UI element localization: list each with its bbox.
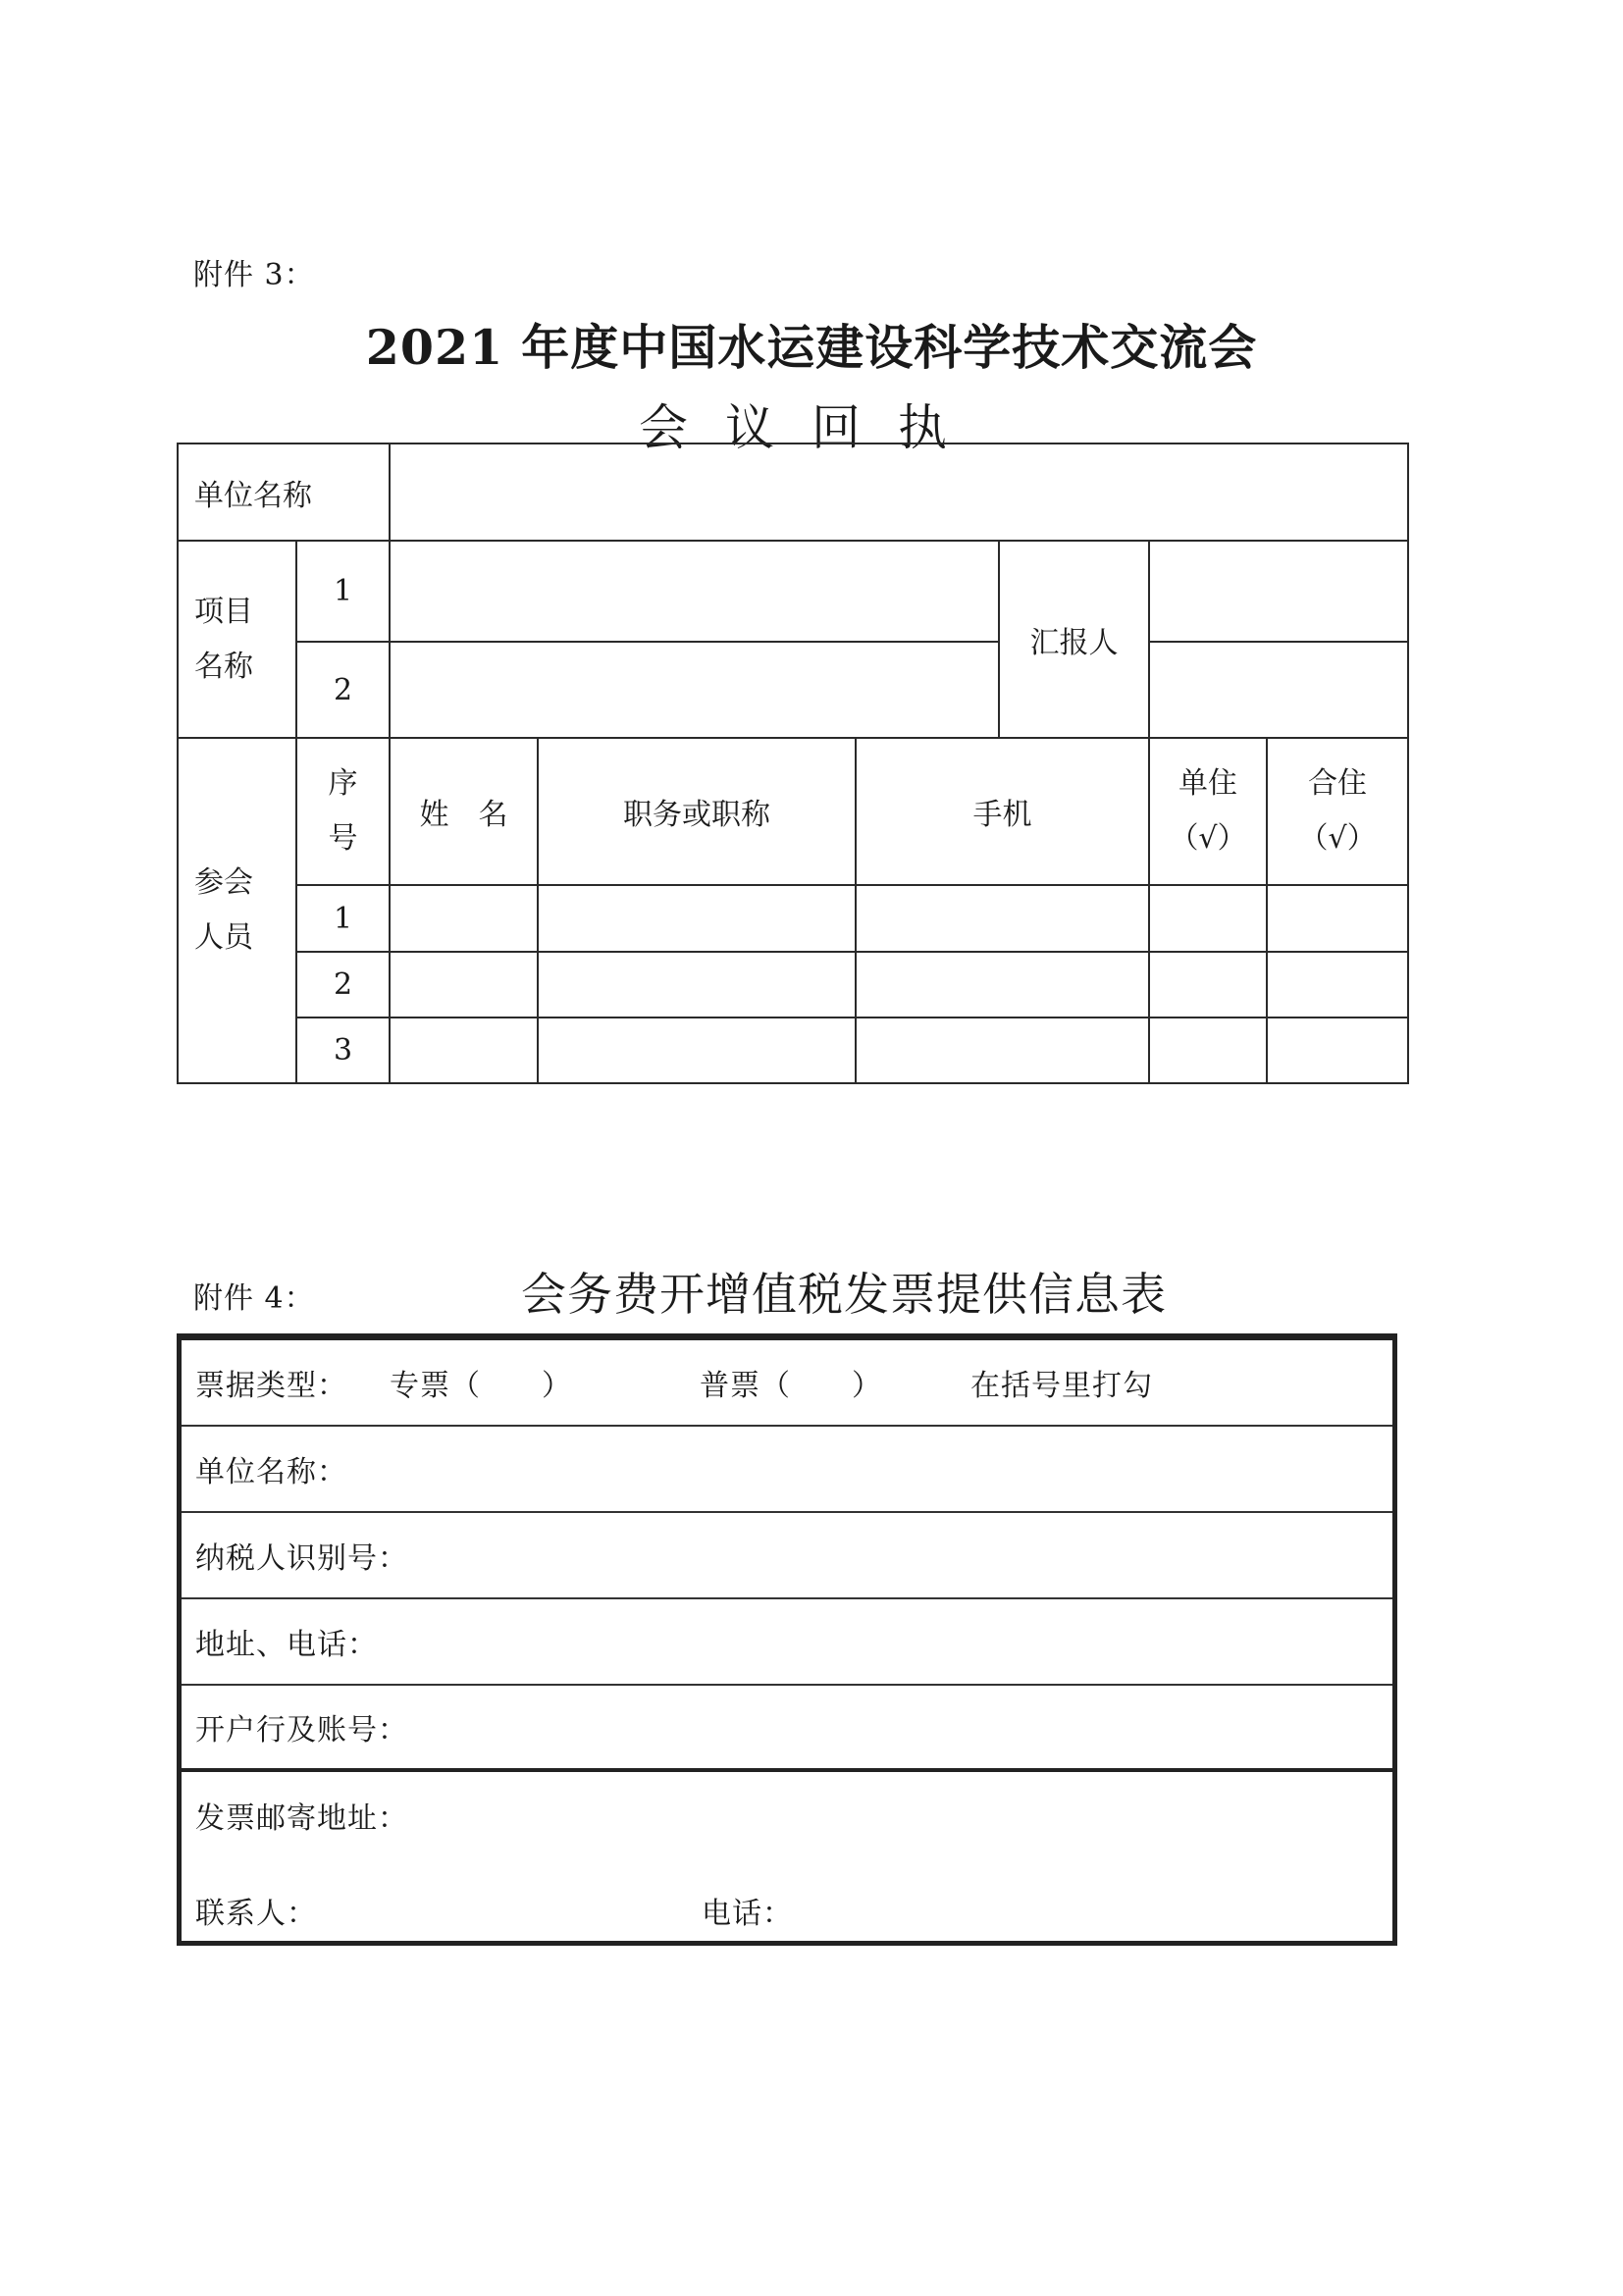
bank-account-row[interactable]: [182, 1686, 1392, 1772]
attendee-position-field[interactable]: [538, 952, 856, 1018]
project-row-number: 2: [296, 642, 390, 738]
attendee-shared-room-field[interactable]: [1267, 1018, 1408, 1083]
project-name-field-2[interactable]: [390, 642, 999, 738]
invoice-unit-name-label: 单位名称：: [195, 1455, 347, 1489]
attendee-shared-room-field[interactable]: [1267, 952, 1408, 1018]
single-room-header: 单住 （√）: [1149, 738, 1267, 885]
ticket-hint: 在括号里打勾: [970, 1369, 1153, 1403]
invoice-info-title: 会务费开增值税发票提供信息表: [521, 1268, 1167, 1321]
reporter-field-1[interactable]: [1149, 541, 1408, 642]
meeting-title: 2021 年度中国水运建设科学技术交流会: [365, 319, 1258, 376]
unit-name-field[interactable]: [390, 444, 1408, 541]
attendee-single-room-field[interactable]: [1149, 1018, 1267, 1083]
attachment-4-label: 附件 4：: [193, 1281, 315, 1316]
address-phone-row[interactable]: [182, 1599, 1392, 1686]
attendee-mobile-field[interactable]: [856, 885, 1149, 952]
name-header: 姓 名: [390, 738, 538, 885]
attendee-row-number: 1: [296, 885, 390, 952]
reporter-field-2[interactable]: [1149, 642, 1408, 738]
project-name-label: 项目 名称: [178, 541, 296, 738]
attendee-mobile-field[interactable]: [856, 952, 1149, 1018]
mail-address-row[interactable]: [182, 1772, 1392, 1938]
position-header: 职务或职称: [538, 738, 856, 885]
mobile-header: 手机: [856, 738, 1149, 885]
reporter-label: 汇报人: [999, 541, 1149, 738]
attendee-shared-room-field[interactable]: [1267, 885, 1408, 952]
attendee-row-number: 3: [296, 1018, 390, 1083]
ticket-type-label: 票据类型：: [195, 1369, 347, 1403]
invoice-unit-name-row[interactable]: [182, 1427, 1392, 1513]
special-ticket-option[interactable]: 专票（ ）: [390, 1369, 572, 1403]
attendee-position-field[interactable]: [538, 1018, 856, 1083]
attachment-3-label: 附件 3：: [193, 258, 315, 292]
contact-label: 联系人：: [195, 1897, 317, 1931]
address-phone-label: 地址、电话：: [195, 1628, 378, 1662]
project-name-field-1[interactable]: [390, 541, 999, 642]
attendee-name-field[interactable]: [390, 885, 538, 952]
shared-room-header: 合住 （√）: [1267, 738, 1408, 885]
unit-name-label: 单位名称: [178, 444, 390, 541]
invoice-info-table: [177, 1333, 1397, 1946]
mail-address-label: 发票邮寄地址：: [195, 1801, 408, 1836]
attendees-label: 参会 人员: [178, 738, 296, 1083]
taxpayer-id-row[interactable]: [182, 1513, 1392, 1599]
attendee-mobile-field[interactable]: [856, 1018, 1149, 1083]
taxpayer-id-label: 纳税人识别号：: [195, 1541, 408, 1576]
seq-header: 序 号: [296, 738, 390, 885]
attendee-name-field[interactable]: [390, 1018, 538, 1083]
phone-label: 电话：: [702, 1897, 793, 1931]
bank-account-label: 开户行及账号：: [195, 1713, 408, 1748]
normal-ticket-option[interactable]: 普票（ ）: [700, 1369, 882, 1403]
attendee-row-number: 2: [296, 952, 390, 1018]
attendee-single-room-field[interactable]: [1149, 952, 1267, 1018]
attendee-position-field[interactable]: [538, 885, 856, 952]
attendee-single-room-field[interactable]: [1149, 885, 1267, 952]
ticket-type-row: [182, 1340, 1392, 1427]
meeting-receipt-table: [177, 443, 1409, 1084]
project-row-number: 1: [296, 541, 390, 642]
attendee-name-field[interactable]: [390, 952, 538, 1018]
receipt-title: 会议回执: [639, 399, 984, 456]
